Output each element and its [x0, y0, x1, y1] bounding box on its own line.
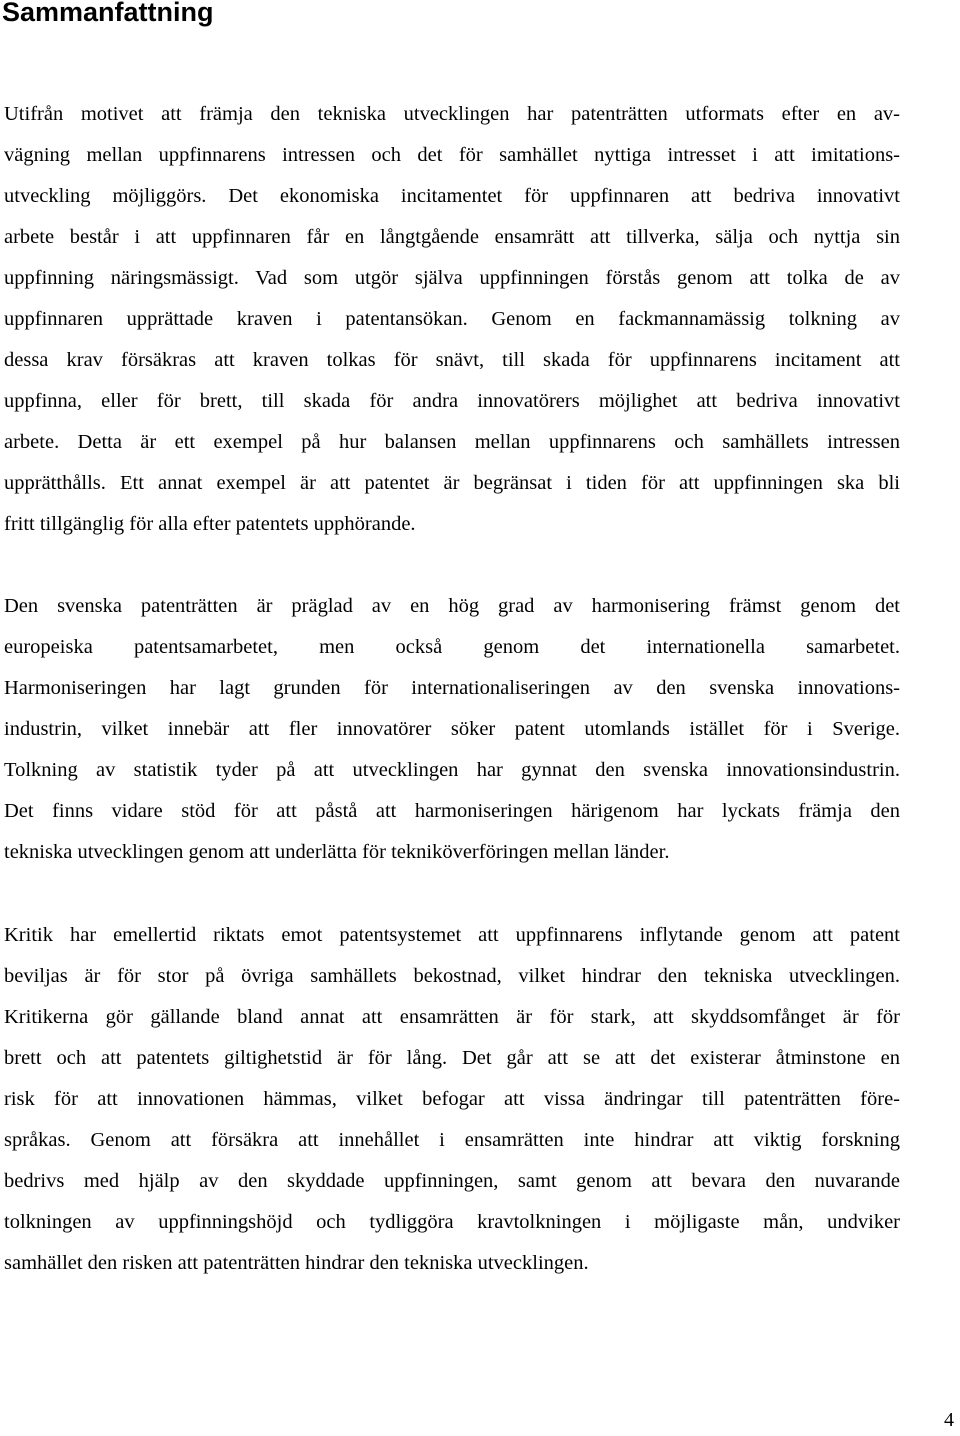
- text-line: Kritikerna gör gällande bland annat att ensamrätten är för stark, att skyddsomfånget är för: [4, 1006, 900, 1028]
- text-line: Kritik har emellertid riktats emot patentsystemet att uppfinnarens inflytande genom att patent: [4, 924, 900, 946]
- text-line: uppfinna, eller för brett, till skada för andra innovatörers möjlighet att bedriva innovativt: [4, 390, 900, 412]
- text-line: arbete. Detta är ett exempel på hur balansen mellan uppfinnarens och samhällets intressen: [4, 431, 900, 453]
- text-line: Harmoniseringen har lagt grunden för internationaliseringen av den svenska innovations-: [4, 677, 900, 699]
- text-line: tolkningen av uppfinningshöjd och tydliggöra kravtolkningen i möjligaste mån, undviker: [4, 1211, 900, 1233]
- paragraph-3: [4, 915, 900, 1284]
- text-line: fritt tillgänglig för alla efter patentets upphörande.: [4, 513, 416, 535]
- text-line: språkas. Genom att försäkra att innehållet i ensamrätten inte hindrar att viktig forskning: [4, 1129, 900, 1151]
- text-line: uppfinnaren upprättade kraven i patentansökan. Genom en fackmannamässig tolkning av: [4, 308, 900, 330]
- text-line: beviljas är för stor på övriga samhällets bekostnad, vilket hindrar den tekniska utvecklingen.: [4, 965, 900, 987]
- text-line: arbete består i att uppfinnaren får en långtgående ensamrätt att tillverka, sälja och nyttja sin: [4, 226, 900, 248]
- text-line: risk för att innovationen hämmas, vilket befogar att vissa ändringar till patenträtten före-: [4, 1088, 900, 1110]
- text-line: Det finns vidare stöd för att påstå att harmoniseringen härigenom har lyckats främja den: [4, 800, 900, 822]
- paragraph-2: [4, 586, 900, 873]
- text-line: europeiska patentsamarbetet, men också genom det internationella samarbetet.: [4, 636, 900, 658]
- text-line: industrin, vilket innebär att fler innovatörer söker patent utomlands istället för i Sverige.: [4, 718, 900, 740]
- text-line: bedrivs med hjälp av den skyddade uppfinningen, samt genom att bevara den nuvarande: [4, 1170, 900, 1192]
- text-line: dessa krav försäkras att kraven tolkas för snävt, till skada för uppfinnarens incitament att: [4, 349, 900, 371]
- text-line: Utifrån motivet att främja den tekniska utvecklingen har patenträtten utformats efter en av-: [4, 103, 900, 125]
- text-line: brett och att patentets giltighetstid är för lång. Det går att se att det existerar åtminstone en: [4, 1047, 900, 1069]
- paragraph-1: [4, 94, 900, 545]
- text-line: utveckling möjliggörs. Det ekonomiska incitamentet för uppfinnaren att bedriva innovativt: [4, 185, 900, 207]
- text-line: tekniska utvecklingen genom att underlätta för tekniköverföringen mellan länder.: [4, 841, 670, 863]
- page-title: Sammanfattning: [2, 0, 214, 27]
- text-line: uppfinning näringsmässigt. Vad som utgör själva uppfinningen förstås genom att tolka de av: [4, 267, 900, 289]
- text-line: Tolkning av statistik tyder på att utvecklingen har gynnat den svenska innovationsindustrin.: [4, 759, 900, 781]
- text-line: vägning mellan uppfinnarens intressen och det för samhället nyttiga intresset i att imitations-: [4, 144, 900, 166]
- text-line: Den svenska patenträtten är präglad av en hög grad av harmonisering främst genom det: [4, 595, 900, 617]
- text-line: upprätthålls. Ett annat exempel är att patentet är begränsat i tiden för att uppfinningen ska bli: [4, 472, 900, 494]
- page-number: 4: [944, 1409, 954, 1431]
- text-line: samhället den risken att patenträtten hindrar den tekniska utvecklingen.: [4, 1252, 589, 1274]
